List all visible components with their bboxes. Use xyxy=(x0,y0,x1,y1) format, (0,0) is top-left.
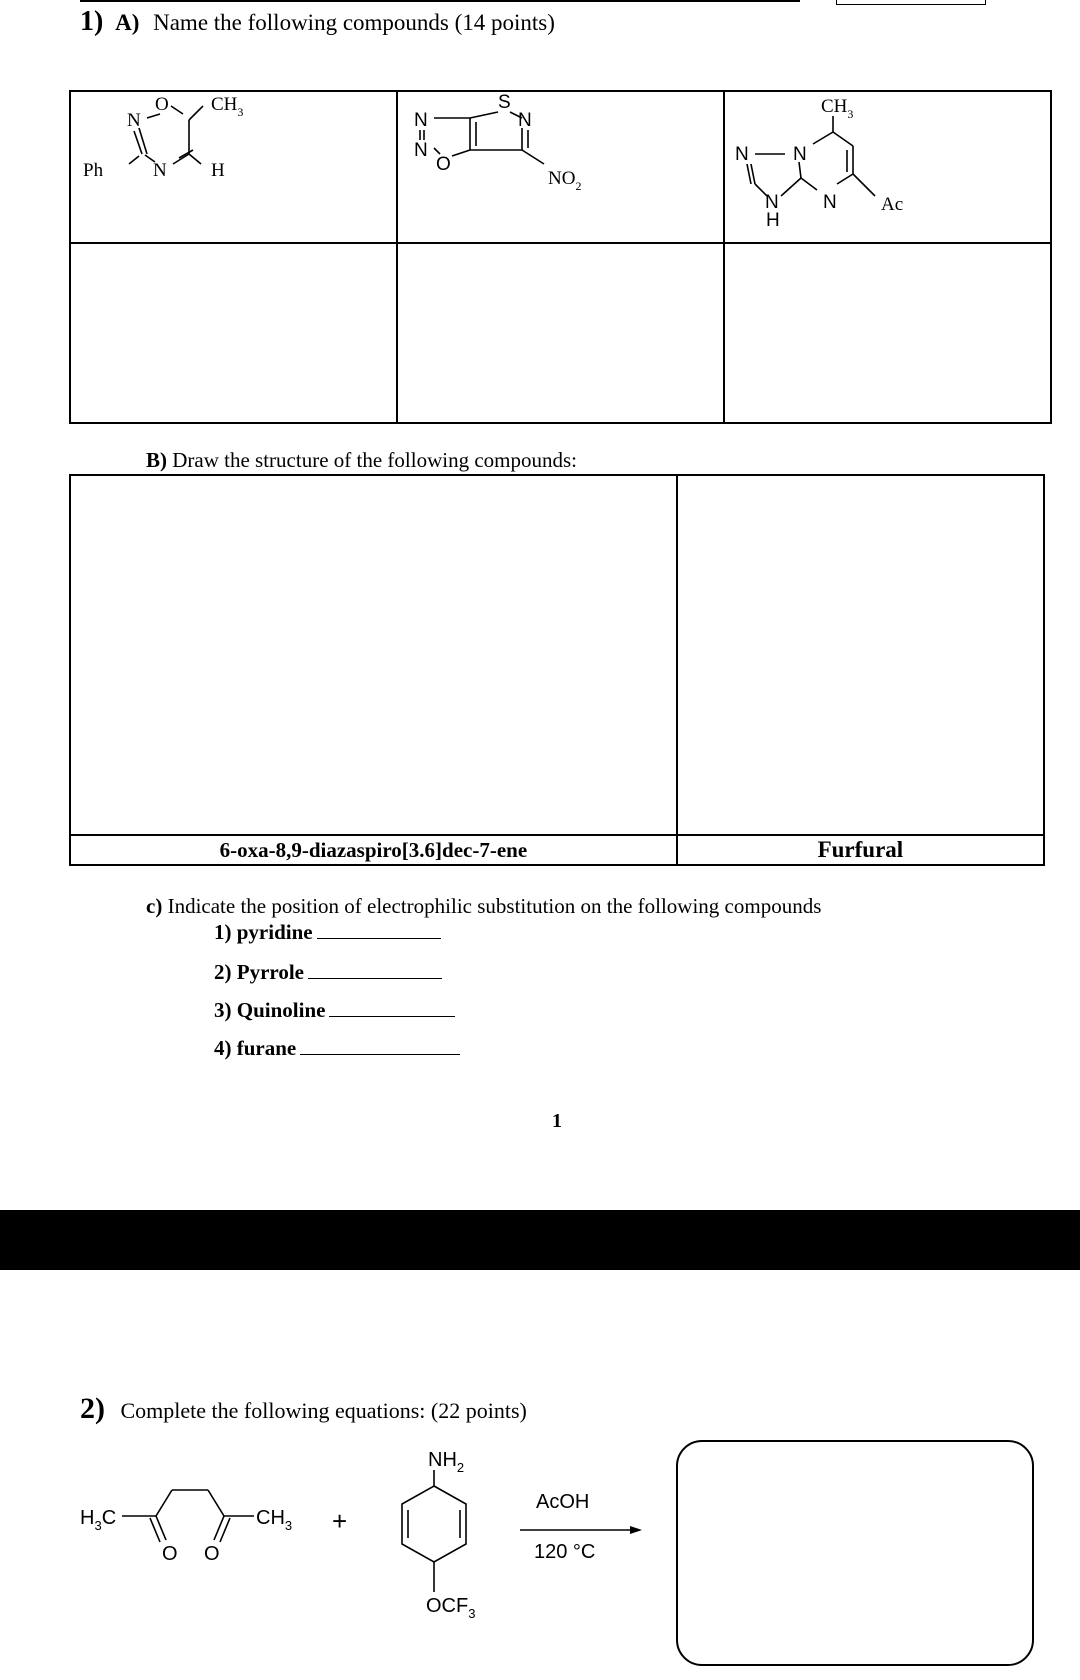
answer-blank[interactable] xyxy=(300,1036,460,1055)
answer-cell-2[interactable] xyxy=(397,243,724,423)
label-s: S xyxy=(498,92,511,113)
draw-box-1[interactable] xyxy=(70,475,677,835)
label-n1: N xyxy=(735,144,749,165)
reaction-scheme xyxy=(70,1440,650,1660)
oxadiazine-structure xyxy=(71,92,396,242)
answer-cell-3[interactable] xyxy=(724,243,1051,423)
label-ph: Ph xyxy=(83,160,104,181)
list-item: 1) pyridine xyxy=(214,920,441,945)
carbonyl-o2-label: O xyxy=(204,1543,220,1565)
question-number: 1) xyxy=(80,6,104,37)
part-c-label: c) xyxy=(146,894,163,918)
label-ch3: $CH_3$ xyxy=(211,94,244,119)
label-n1: N xyxy=(414,110,428,131)
question-2-text: Complete the following equations: (22 points) xyxy=(120,1398,527,1423)
label-n1: N xyxy=(127,110,141,131)
question-2-heading xyxy=(80,1392,527,1426)
part-a-label: A) xyxy=(115,10,140,35)
label-h: H xyxy=(211,160,225,181)
compound-naming-table xyxy=(69,90,1052,424)
list-item: 4) furane xyxy=(214,1036,460,1061)
plus-sign: + xyxy=(332,1506,348,1536)
structure-cell-3 xyxy=(724,91,1051,243)
part-c-text: Indicate the position of electrophilic substitution on the following compounds xyxy=(167,894,822,918)
carbonyl-o1-label: O xyxy=(162,1543,178,1565)
part-b-label: B) xyxy=(146,448,167,472)
structure-cell-2 xyxy=(397,91,724,243)
label-n2: N xyxy=(153,160,167,181)
label-n3: N xyxy=(518,110,532,131)
label-h: H xyxy=(766,210,780,231)
compound-name-2: Furfural xyxy=(677,835,1044,865)
condition-label: 120 °C xyxy=(534,1541,596,1563)
label-no2: $NO_2$ xyxy=(548,168,582,193)
label-n2: N xyxy=(414,140,428,161)
draw-box-2[interactable] xyxy=(677,475,1044,835)
label-n3: N xyxy=(765,192,779,213)
list-item: 3) Quinoline xyxy=(214,998,455,1023)
methyl-right-label: $CH_3$ xyxy=(256,1507,293,1533)
label-o: O xyxy=(436,154,451,175)
top-rule xyxy=(80,0,800,2)
label-ac: Ac xyxy=(881,194,904,215)
compound-name-1: 6-oxa-8,9-diazaspiro[3.6]dec-7-ene xyxy=(70,835,677,865)
thieno-oxadiazole-structure xyxy=(398,92,723,242)
list-item: 2) Pyrrole xyxy=(214,960,442,985)
part-c-heading xyxy=(146,894,821,919)
top-box-edge xyxy=(836,0,986,5)
part-b-heading xyxy=(146,448,577,473)
reagent-label: AcOH xyxy=(536,1491,590,1513)
product-answer-box[interactable] xyxy=(676,1440,1034,1666)
question-number: 2) xyxy=(80,1392,105,1425)
amine-label: $NH_2$ xyxy=(428,1449,465,1475)
structure-cell-1 xyxy=(70,91,397,243)
answer-blank[interactable] xyxy=(329,998,455,1017)
methyl-left-label: $H_3C$ xyxy=(80,1507,117,1533)
label-ch3: $CH_3$ xyxy=(821,96,854,121)
triazolopyrimidine-structure xyxy=(725,92,1050,242)
trifluoromethoxy-label: $OCF_3$ xyxy=(426,1595,476,1621)
page-separator-bar xyxy=(0,1210,1080,1270)
label-n4: N xyxy=(823,192,837,213)
arrow-head xyxy=(630,1526,642,1534)
answer-blank[interactable] xyxy=(308,960,442,979)
answer-cell-1[interactable] xyxy=(70,243,397,423)
answer-blank[interactable] xyxy=(317,920,441,939)
page-number: 1 xyxy=(552,1110,562,1132)
part-b-text: Draw the structure of the following compounds: xyxy=(172,448,577,472)
part-a-text: Name the following compounds (14 points) xyxy=(153,10,555,35)
label-n2: N xyxy=(793,144,807,165)
draw-structure-table xyxy=(69,474,1045,866)
label-o: O xyxy=(155,94,169,115)
question-1-heading xyxy=(80,6,555,38)
